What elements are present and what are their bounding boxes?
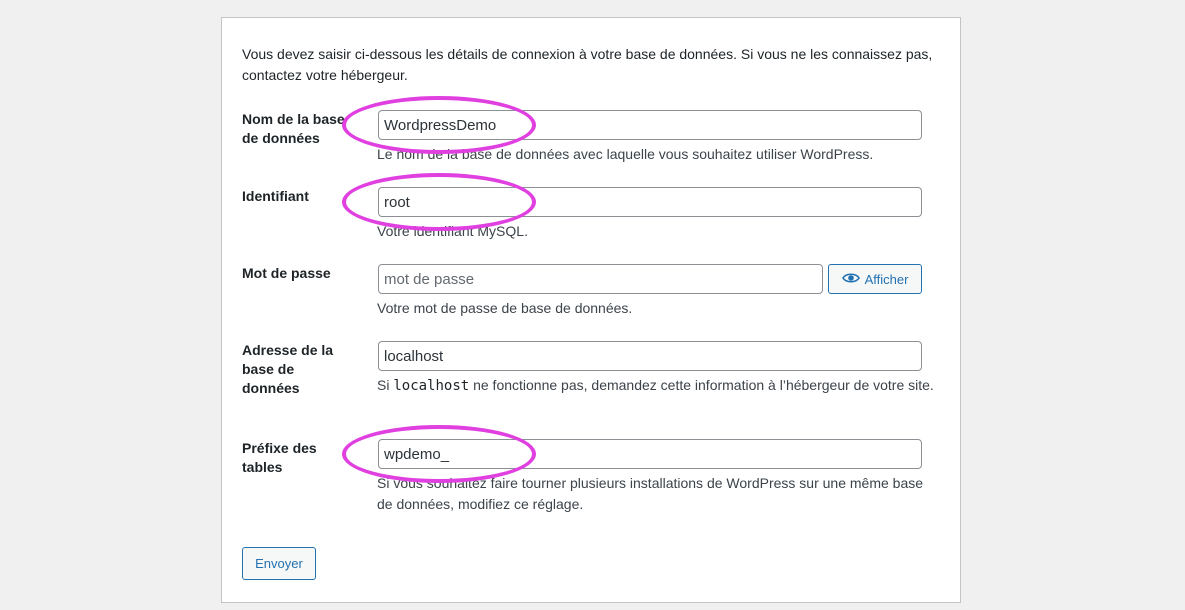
eye-icon [842,272,860,287]
show-password-button[interactable] [828,264,922,294]
dbname-description: Le nom de la base de données avec laquelle vous souhaitez utiliser WordPress. [377,146,874,162]
prefix-label: Préfixe des tables [242,440,317,475]
dbhost-field [378,341,937,397]
dbhost-input[interactable] [378,341,922,371]
dbname-field [378,110,937,165]
setup-config-form [221,17,961,603]
username-input[interactable] [378,187,922,217]
dbhost-label: Adresse de la base de données [242,342,334,396]
dbhost-description [377,375,937,397]
dbhost-description-code: localhost [393,378,470,394]
submit-button[interactable]: Envoyer [242,547,316,580]
prefix-field [378,439,937,515]
password-input[interactable] [378,264,823,294]
dbhost-description-prefix: Si [377,377,394,393]
username-field [378,187,937,242]
dbname-input[interactable] [378,110,922,140]
prefix-input[interactable] [378,439,922,469]
intro-text: Vous devez saisir ci-dessous les détails de connexion à votre base de données. Si vous ne les connaissez pas, contactez votre hébergeur. [242,46,933,83]
password-description: Votre mot de passe de base de données. [377,300,633,316]
username-label: Identifiant [242,188,309,204]
dbname-label: Nom de la base de données [242,111,345,146]
username-description: Votre identifiant MySQL. [377,223,528,239]
dbhost-description-suffix: ne fonctionne pas, demandez cette information à l’hébergeur de votre site. [469,377,934,393]
show-password-label: Afficher [864,271,909,287]
password-field [378,264,922,319]
password-label: Mot de passe [242,265,331,281]
prefix-description: Si vous souhaitez faire tourner plusieurs installations de WordPress sur une même base de données, modifiez ce réglage. [377,475,924,512]
